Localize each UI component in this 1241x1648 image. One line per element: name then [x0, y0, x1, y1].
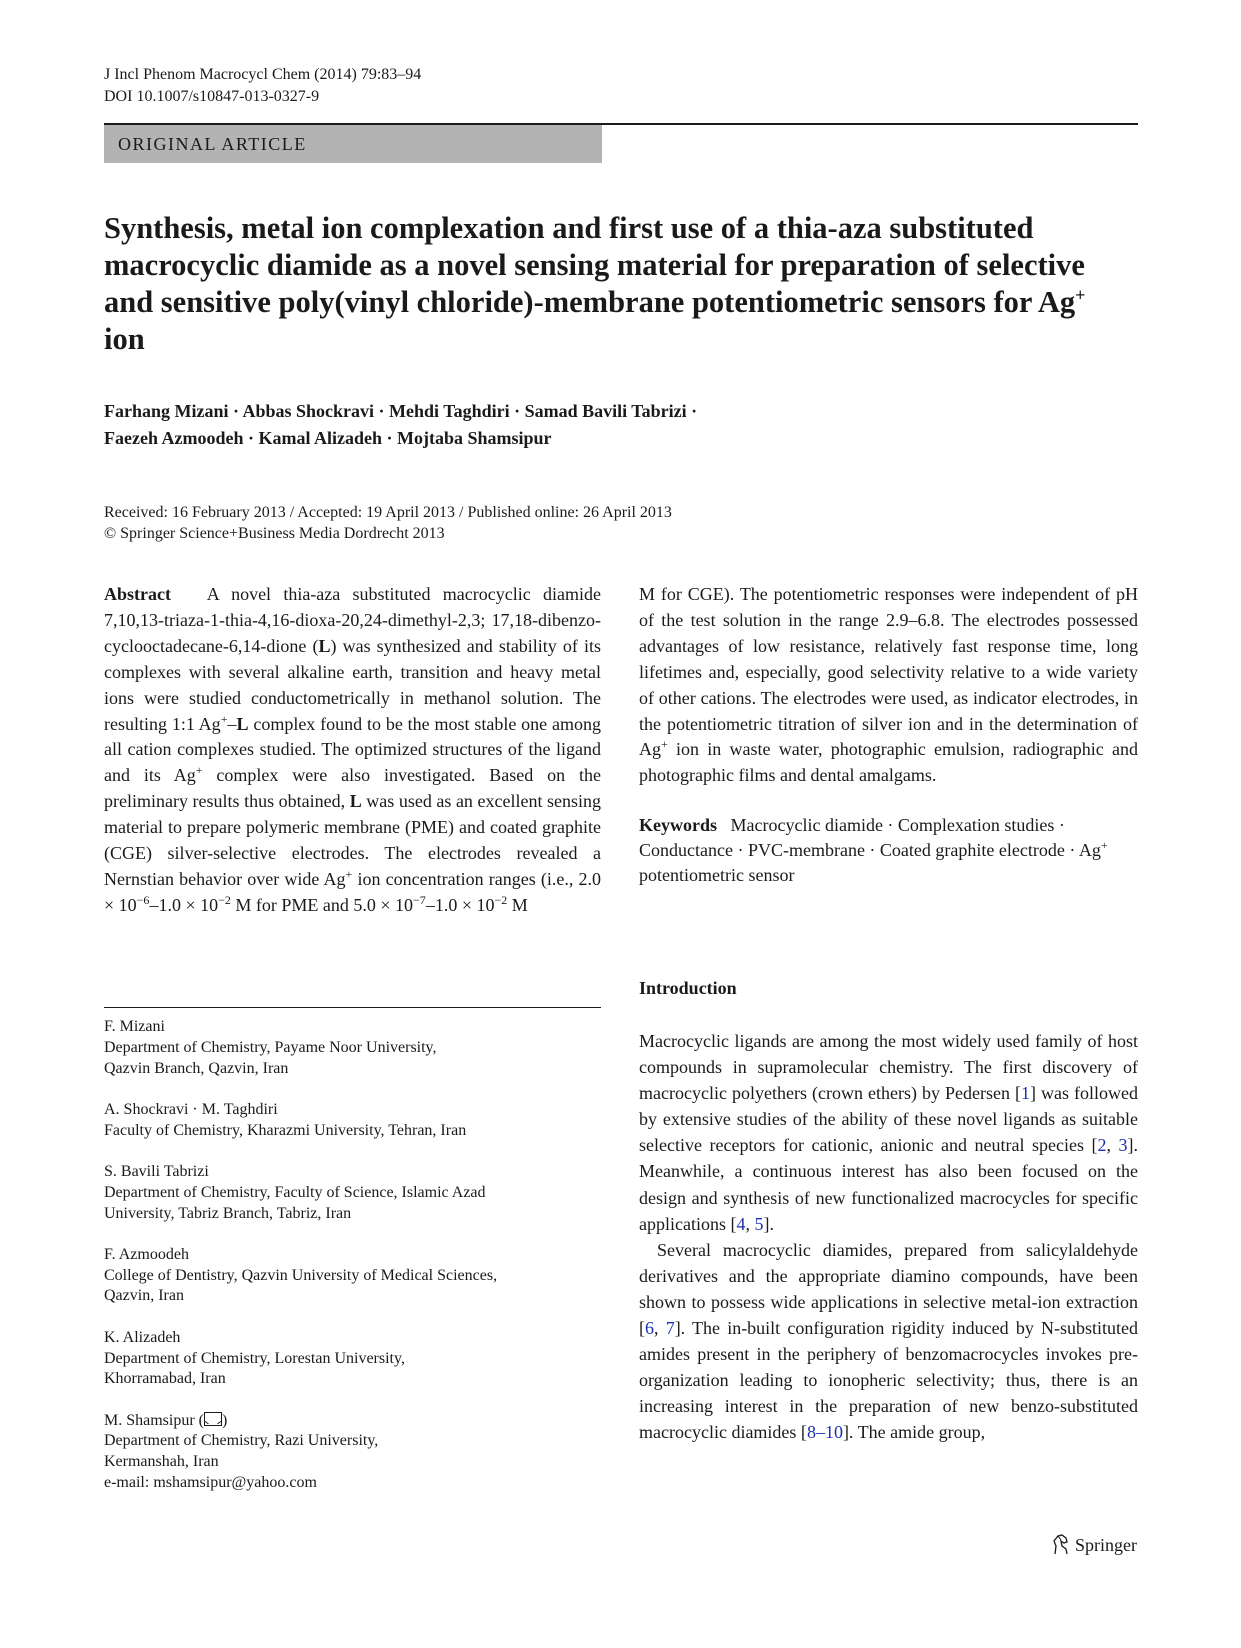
doi: DOI 10.1007/s10847-013-0327-9	[104, 88, 320, 105]
citation-link[interactable]: 1	[1020, 1083, 1030, 1104]
keywords-tail: potentiometric sensor	[639, 865, 795, 886]
affiliation-entry	[104, 1411, 601, 1494]
date-history: Received: 16 February 2013 / Accepted: 19 April 2013 / Published online: 26 April 2013	[104, 504, 672, 521]
exponent: −2	[494, 892, 508, 907]
affiliation-line: Department of Chemistry, Razi University,	[104, 1432, 379, 1450]
journal-citation: J Incl Phenom Macrocycl Chem (2014) 79:83–94	[104, 66, 422, 83]
affiliation-line: Kermanshah, Iran	[104, 1453, 219, 1471]
intro-text: ]. Meanwhile, a continuous interest has also been focused on the design and synthesis of new functionalized macrocycles for specific applications [	[639, 1135, 1139, 1234]
intro-text: ]. The in-built configuration rigidity induced by N-substituted amides present in the periphery of benzomacrocycles invokes pre-organization leading to ionopheric selectivity; thus, there is an increasing interest in the preparation of new benzo-substituted macrocyclic diamides [	[639, 1318, 1138, 1443]
intro-paragraph-1	[639, 1028, 1138, 1237]
affiliation-name	[104, 1411, 601, 1432]
abstract-heading: Abstract	[104, 584, 171, 604]
affiliations	[104, 1017, 601, 1514]
citation-link[interactable]: 2	[1097, 1135, 1107, 1156]
charge-sup: +	[661, 737, 668, 752]
charge-sup: +	[345, 866, 353, 881]
envelope-icon	[204, 1412, 222, 1426]
charge-sup: +	[220, 711, 228, 726]
intro-text: ,	[1106, 1135, 1119, 1156]
publication-dates	[104, 502, 924, 544]
intro-text: ,	[745, 1213, 755, 1234]
article-type-banner: ORIGINAL ARTICLE	[104, 125, 602, 163]
abstract-text: M for CGE). The potentiometric responses were independent of pH of the test solution in the range 2.9–6.8. The electrodes possessed advantages of low resistance, relatively fast response time, long lifetimes and, especially, good selectivity relative to a wide variety of other cations. The electrodes were used, as indicator electrodes, in the potentiometric titration of silver ion and in the determination of Ag	[639, 584, 1138, 760]
abstract-text: complex were also investigated. Based on the preliminary results thus obtained,	[104, 765, 601, 812]
title-text: Synthesis, metal ion complexation and first use of a thia-aza substituted macrocyclic diamide as a novel sensing material for preparation of selective and sensitive poly(vinyl chloride)-membrane potentiometric sensors for Ag	[104, 211, 1085, 319]
affiliation-line: Department of Chemistry, Lorestan University,	[104, 1349, 405, 1367]
citation-link[interactable]: 4	[736, 1213, 746, 1234]
copyright-line: © Springer Science+Business Media Dordrecht 2013	[104, 525, 445, 542]
citation-link[interactable]: 5	[754, 1213, 764, 1234]
exponent: −6	[136, 892, 150, 907]
title-superscript: +	[1075, 284, 1086, 305]
affiliation-entry	[104, 1162, 601, 1224]
abstract-column-left: Abstract A novel thia-aza substituted macrocyclic diamide 7,10,13-triaza-1-thia-4,16-dioxa-20,24-dimethyl-2,3; 17,18-dibenzo-cyclooctadecane-6,14-dione (L) was synthesized and stability of its complexes with several alkaline earth, transition and heavy metal ions were studied conductometrically in methanol solution. The resulting 1:1 Ag+–L complex found to be the most stable one among all cation complexes studied. The optimized structures of the ligand and its Ag+ complex were also investigated. Based on the preliminary results thus obtained, L was used as an excellent sensing material to prepare polymeric membrane (PME) and coated graphite (CGE) silver-selective electrodes. The electrodes revealed a Nernstian behavior over wide Ag+ ion concentration ranges (i.e., $2.0 \times 10^{-6}-1.0 \times 10^{-2}$ M for PME and $5.0 \times 10^{-7}-1.0 \times 10^{-2}$ M	[104, 584, 602, 915]
journal-header	[104, 64, 421, 108]
author-line-1: Farhang Mizani · Abbas Shockravi · Mehdi Taghdiri · Samad Bavili Tabrizi ·	[104, 401, 698, 421]
citation-link[interactable]: 6	[645, 1318, 654, 1339]
abstract-text: M for PME and 5.0 × 10	[230, 894, 414, 915]
ligand-symbol: L	[349, 791, 362, 812]
affiliation-line: Department of Chemistry, Faculty of Science, Islamic Azad	[104, 1183, 486, 1201]
intro-text: ]. The amide group,	[842, 1422, 986, 1443]
affiliation-line: Faculty of Chemistry, Kharazmi University, Tehran, Iran	[104, 1121, 467, 1139]
springer-horse-logo-icon	[1052, 1534, 1070, 1556]
abstract-text: complex found to be the most stable one among all cation complexes studied. The optimized structures of the ligand and its Ag	[104, 713, 601, 786]
charge-sup: +	[1100, 838, 1108, 853]
publisher-name: Springer	[1075, 1534, 1137, 1555]
intro-text: Several macrocyclic diamides, prepared from salicylaldehyde derivatives and the appropriate diamino compounds, have been shown to possess wide applications in selective metal-ion extraction [	[639, 1239, 1138, 1339]
affiliation-name-text: M. Shamsipur (	[104, 1411, 204, 1429]
intro-text: ] was followed by extensive studies of the ability of these novel ligands as suitable selective receptors for cationic, anionic and neutral species [	[639, 1083, 1138, 1156]
citation-link[interactable]: 7	[665, 1318, 675, 1339]
abstract-text: ) was synthesized and stability of its complexes with several alkaline earth, transition and heavy metal ions were studied conductometrically in methanol solution. The resulting 1:1 Ag	[104, 635, 601, 734]
affiliations-rule	[104, 1007, 601, 1008]
title-tail: ion	[104, 322, 145, 356]
affiliation-line: Department of Chemistry, Payame Noor University,	[104, 1038, 437, 1056]
ligand-symbol: L	[318, 635, 331, 656]
affiliation-name: F. Azmoodeh	[104, 1245, 189, 1263]
exponent: −7	[413, 892, 426, 907]
abstract-text: –1.0 × 10	[425, 894, 495, 915]
affiliation-entry	[104, 1328, 601, 1390]
affiliation-entry	[104, 1245, 601, 1307]
citation-link[interactable]: 8–10	[806, 1422, 843, 1443]
intro-text: Macrocyclic ligands are among the most widely used family of host compounds in supramolecular chemistry. The first discovery of macrocyclic polyethers (crown ethers) by Pedersen [	[639, 1031, 1138, 1104]
email-link[interactable]: e-mail: mshamsipur@yahoo.com	[104, 1474, 317, 1492]
affiliation-name: A. Shockravi · M. Taghdiri	[104, 1100, 278, 1118]
introduction-body	[639, 1028, 1138, 1446]
affiliation-name: S. Bavili Tabrizi	[104, 1162, 209, 1180]
abstract-text: ion concentration ranges (i.e., 2.0 × 10	[104, 868, 602, 915]
affiliation-line: Khorramabad, Iran	[104, 1370, 226, 1388]
abstract-column-right	[639, 582, 1138, 888]
ligand-symbol: L	[236, 713, 249, 734]
keywords	[639, 813, 1138, 888]
intro-text: ].	[763, 1213, 774, 1234]
exponent: −2	[218, 892, 231, 907]
affiliation-line: College of Dentistry, Qazvin University of Medical Sciences,	[104, 1266, 498, 1284]
affiliation-name: K. Alizadeh	[104, 1328, 181, 1346]
keywords-text: Macrocyclic diamide · Complexation studies · Conductance · PVC-membrane · Coated graphite electrode · Ag	[639, 815, 1101, 861]
abstract-text: ion in waste water, photographic emulsion, radiographic and photographic films and dental amalgams.	[639, 739, 1138, 786]
keywords-heading: Keywords	[639, 815, 717, 836]
author-line-2: Faezeh Azmoodeh · Kamal Alizadeh · Mojtaba Shamsipur	[104, 428, 552, 448]
abstract-text: was used as an excellent sensing material to prepare polymeric membrane (PME) and coated graphite (CGE) silver-selective electrodes. The electrodes revealed a Nernstian behavior over wide Ag	[104, 791, 602, 889]
charge-sup: +	[195, 763, 203, 778]
paper-title	[104, 210, 1104, 358]
abstract-text: –1.0 × 10	[149, 894, 219, 915]
introduction-heading: Introduction	[639, 978, 737, 998]
affiliation-line: Qazvin, Iran	[104, 1287, 184, 1305]
author-list	[104, 398, 924, 452]
intro-text: ,	[654, 1318, 666, 1339]
intro-paragraph-2	[639, 1237, 1138, 1446]
abstract-text: A novel thia-aza substituted macrocyclic diamide 7,10,13-triaza-1-thia-4,16-dioxa-20,24-dimethyl-2,3; 17,18-dibenzo-cyclooctadecane-6,14-dione (	[104, 584, 601, 656]
affiliation-line: Qazvin Branch, Qazvin, Iran	[104, 1059, 289, 1077]
affiliation-entry	[104, 1100, 601, 1142]
affiliation-name: F. Mizani	[104, 1018, 165, 1035]
citation-link[interactable]: 3	[1118, 1135, 1128, 1156]
affiliation-entry	[104, 1017, 601, 1079]
affiliation-name-tail: )	[222, 1411, 228, 1429]
affiliation-line: University, Tabriz Branch, Tabriz, Iran	[104, 1204, 352, 1222]
abstract-text: –	[227, 713, 237, 734]
publisher-footer	[1052, 1534, 1137, 1556]
